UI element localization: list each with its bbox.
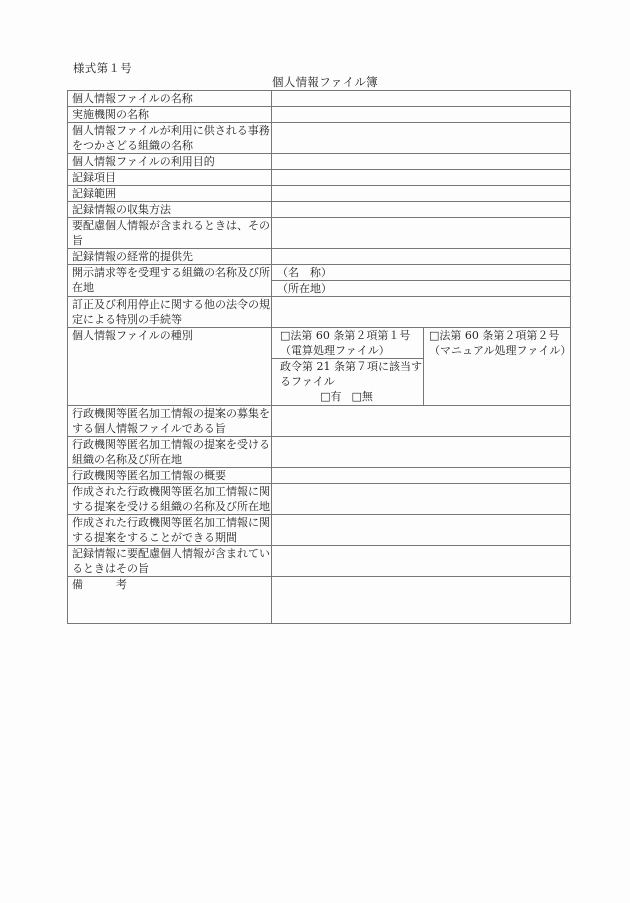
row-value[interactable]: [272, 468, 571, 484]
row-label: 記録情報の収集方法: [68, 202, 272, 218]
row-value[interactable]: [272, 406, 571, 437]
decree-applicability-label: 政令第 21 条第７項に該当するファイル: [280, 360, 422, 388]
table-row: [68, 91, 571, 107]
org-address-field[interactable]: （所在地）: [277, 282, 332, 295]
table-row: [68, 249, 571, 265]
row-label: 訂正及び利用停止に関する他の法令の規定による特別の手続等: [68, 297, 272, 328]
table-row: [68, 265, 571, 297]
table-row: [68, 437, 571, 468]
row-label: 要配慮個人情報が含まれるときは、その旨: [68, 218, 272, 249]
table-row: [68, 484, 571, 515]
row-value[interactable]: [272, 170, 571, 186]
row-label: 個人情報ファイルの種別: [68, 328, 272, 406]
row-value[interactable]: [272, 107, 571, 123]
row-label: 記録情報に要配慮個人情報が含まれているときはその旨: [68, 546, 272, 577]
table-row: [68, 468, 571, 484]
no-checkbox[interactable]: □無: [351, 390, 373, 403]
org-name-field[interactable]: （名 称）: [272, 265, 570, 281]
row-value[interactable]: [272, 437, 571, 468]
table-row: [68, 297, 571, 328]
row-label: 記録範囲: [68, 186, 272, 202]
row-label: 個人情報ファイルの名称: [68, 91, 272, 107]
row-label: 行政機関等匿名加工情報の提案を受ける組織の名称及び所在地: [68, 437, 272, 468]
row-label: 作成された行政機関等匿名加工情報に関する提案をすることができる期間: [68, 515, 272, 546]
row-label: 作成された行政機関等匿名加工情報に関する提案を受ける組織の名称及び所在地: [68, 484, 272, 515]
row-value[interactable]: [272, 546, 571, 577]
row-value[interactable]: [272, 91, 571, 107]
row-value: [272, 265, 571, 297]
row-label: 個人情報ファイルが利用に供される事務をつかさどる組織の名称: [68, 123, 272, 154]
table-row: [68, 406, 571, 437]
table-row: [68, 218, 571, 249]
row-value[interactable]: [272, 249, 571, 265]
row-label: 行政機関等匿名加工情報の概要: [68, 468, 272, 484]
file-type-cell: [272, 328, 571, 406]
yes-checkbox[interactable]: □有: [320, 390, 342, 403]
row-label: 記録項目: [68, 170, 272, 186]
row-value[interactable]: [272, 218, 571, 249]
table-row: [68, 154, 571, 170]
manual-file-checkbox-label[interactable]: □法第 60 条第２項第２号（マニュアル処理ファイル）: [429, 329, 572, 357]
table-row: [68, 328, 571, 406]
row-label: 実施機関の名称: [68, 107, 272, 123]
remarks-value[interactable]: [272, 577, 571, 624]
row-label: 記録情報の経常的提供先: [68, 249, 272, 265]
form-number: 様式第１号: [73, 61, 132, 75]
row-value[interactable]: [272, 186, 571, 202]
personal-info-file-register-table: [67, 90, 571, 624]
computer-file-desc: （電算処理ファイル）: [280, 344, 390, 357]
document-title: 個人情報ファイル簿: [272, 75, 378, 89]
table-row: [68, 170, 571, 186]
row-value[interactable]: [272, 123, 571, 154]
row-value[interactable]: [272, 484, 571, 515]
table-row: [68, 107, 571, 123]
row-value[interactable]: [272, 297, 571, 328]
row-value[interactable]: [272, 154, 571, 170]
table-row: [68, 123, 571, 154]
computer-file-option[interactable]: [272, 328, 423, 359]
row-label: 個人情報ファイルの利用目的: [68, 154, 272, 170]
remarks-label: 備 考: [68, 577, 272, 624]
table-row: [68, 546, 571, 577]
row-label: 行政機関等匿名加工情報の提案の募集をする個人情報ファイルである旨: [68, 406, 272, 437]
table-row: [68, 515, 571, 546]
table-row: [68, 186, 571, 202]
table-row: [68, 577, 571, 624]
row-value[interactable]: [272, 202, 571, 218]
row-value[interactable]: [272, 515, 571, 546]
computer-file-checkbox-label[interactable]: □法第 60 条第２項第１号: [280, 329, 411, 342]
row-label: 開示請求等を受理する組織の名称及び所在地: [68, 265, 272, 297]
table-row: [68, 202, 571, 218]
